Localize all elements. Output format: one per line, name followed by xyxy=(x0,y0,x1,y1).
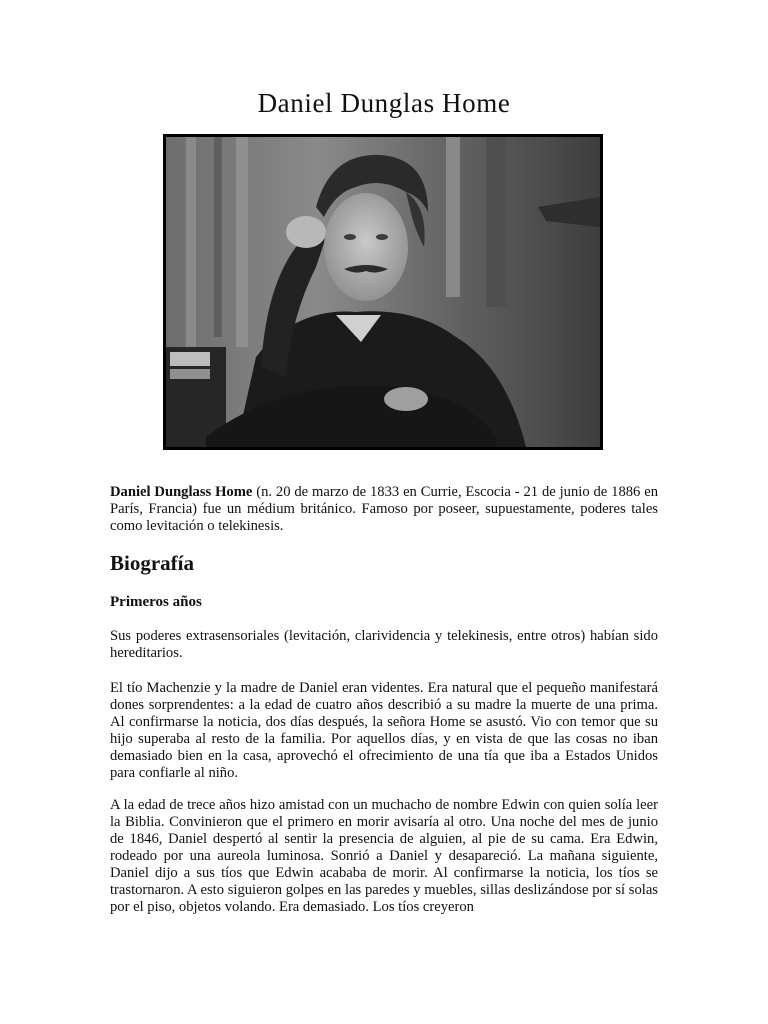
intro-bold-name: Daniel Dunglass Home xyxy=(110,484,253,500)
document-title: Daniel Dunglas Home xyxy=(257,88,511,118)
paragraph-2: El tío Machenzie y la madre de Daniel eran videntes. Era natural que el pequeño manifestará dones sorprendentes: a la edad de cuatro años describió a su madre la muerte de una prima. Al confirmarse la noticia, dos días después, la señora Home se asustó. Vio con temor que su hijo superaba al resto de la familia. Por aquellos días, y en vista de que las cosas no iban demasiado bien en la casa, aprovechó el ofrecimiento de una tía que iba a Estados Unidos para confiarle al niño. xyxy=(110,680,658,781)
paragraph-1: Sus poderes extrasensoriales (levitación, clarividencia y telekinesis, entre otros) habían sido hereditarios. xyxy=(110,628,658,661)
subsection-heading-primeros-anos: Primeros años xyxy=(110,594,202,610)
section-heading-biografia: Biografía xyxy=(110,551,194,575)
intro-paragraph xyxy=(110,484,658,535)
intro-text: (n. 20 de marzo de 1833 en Currie, Escocia - 21 de junio de 1886 en París, Francia) fue un médium británico. Famoso por poseer, supuestamente, poderes tales como levitación o telekinesis. xyxy=(110,484,658,534)
paragraph-3: A la edad de trece años hizo amistad con un muchacho de nombre Edwin con quien solía leer la Biblia. Convinieron que el primero en morir avisaría al otro. Una noche del mes de junio de 1846, Daniel despertó al sentir la presencia de alguien, al pie de su cama. Era Edwin, rodeado por una aureola luminosa. Sonrió a Daniel y desapareció. La mañana siguiente, Daniel dijo a sus tíos que Edwin acababa de morir. Al confirmarse la noticia, los tíos se trastornaron. A esto siguieron golpes en las paredes y muebles, sillas deslizándose por sí solas por el piso, objetos volando. Era demasiado. Los tíos creyeron xyxy=(110,797,658,915)
portrait-photo xyxy=(163,134,603,450)
portrait-image xyxy=(166,137,600,447)
